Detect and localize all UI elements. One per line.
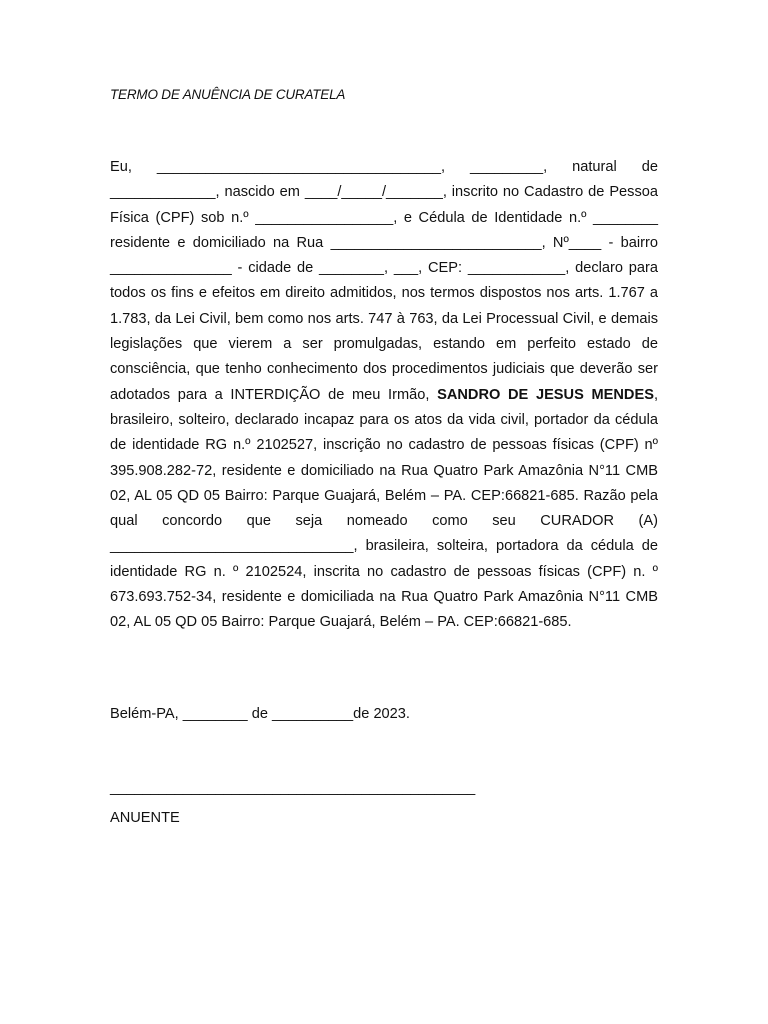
- ward-name: SANDRO DE JESUS MENDES: [437, 386, 654, 403]
- place-date-line: Belém-PA, ________ de __________de 2023.: [110, 706, 410, 722]
- declaration-text-before-name: Eu, ___________________________________, _________, natural de _____________, nascido em ____/_____/_______, inscrito no Cadastro de Pessoa Física (CPF) sob n.º _________________, e Cédula de Identidade n.º ________ residente e domiciliado na Rua __________________________, Nº____ - bairro _______________ - cidade de ________, ___, CEP: ____________, declaro para todos os fins e efeitos em direito admitidos, nos termos dispostos nos arts. 1.767 a 1.783, da Lei Civil, bem como nos arts. 747 à 763, da Lei Processual Civil, e demais legislações que vierem a ser promulgadas, estando em perfeito estado de consciência, que tenho conhecimento dos procedimentos judiciais que deverão ser adotados para a INTERDIÇÃO de meu Irmão,: [110, 159, 658, 403]
- declaration-text-after-name: , brasileiro, solteiro, declarado incapaz para os atos da vida civil, portador da cédula de identidade RG n.º 2102527, inscrição no cadastro de pessoas físicas (CPF) nº 395.908.282-72, residente e domiciliado na Rua Quatro Park Amazônia N°11 CMB 02, AL 05 QD 05 Bairro: Parque Guajará, Belém – PA. CEP:66821-685. Razão pela qual concordo que seja nomeado como seu CURADOR (A) ______________________________, brasileira, solteira, portadora da cédula de identidade RG n. º 2102524, inscrita no cadastro de pessoas físicas (CPF) n. º 673.693.752-34, residente e domiciliada na Rua Quatro Park Amazônia N°11 CMB 02, AL 05 QD 05 Bairro: Parque Guajará, Belém – PA. CEP:66821-685.: [110, 386, 658, 631]
- declaration-paragraph: [110, 155, 658, 636]
- signature-line: _____________________________________________: [110, 780, 476, 796]
- document-title: TERMO DE ANUÊNCIA DE CURATELA: [110, 87, 346, 102]
- declaration-body: [110, 155, 658, 636]
- signer-label: ANUENTE: [110, 810, 180, 826]
